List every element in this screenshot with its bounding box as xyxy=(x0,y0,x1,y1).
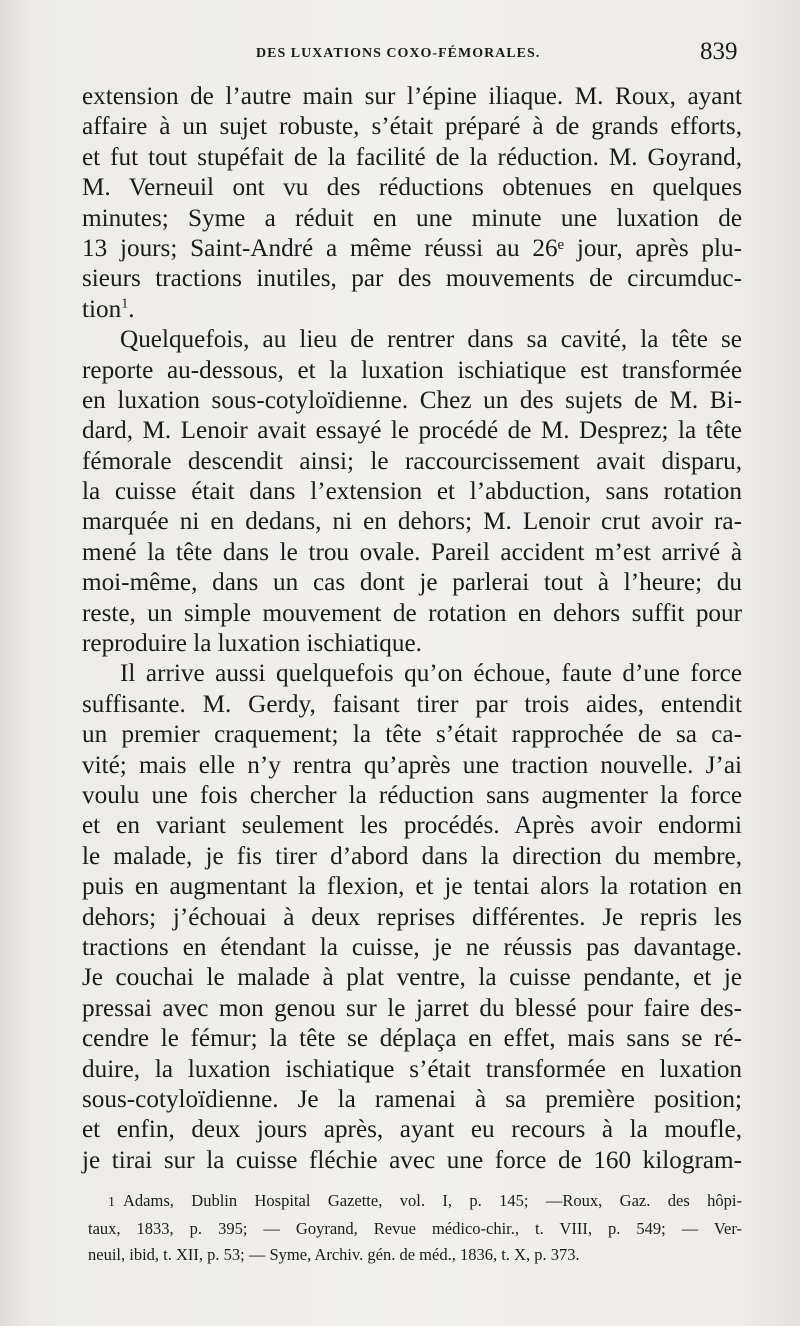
text-line xyxy=(82,295,742,325)
text-line: Quelquefois, au lieu de rentrer dans sa cavité, la tête se xyxy=(120,326,742,354)
footnote-line: neuil, ibid, t. XII, p. 53; — Syme, Archiv. gén. de méd., 1836, t. X, p. 373. xyxy=(88,1245,580,1264)
text-line: cendre le fémur; la tête se déplaça en effet, mais sans se ré- xyxy=(82,1025,742,1053)
text-line: Il arrive aussi quelquefois qu’on échoue, faute d’une force xyxy=(120,660,742,688)
text-line: et en variant seulement les procédés. Après avoir endormi xyxy=(82,812,742,840)
text-line: le malade, je fis tirer d’abord dans la direction du membre, xyxy=(82,842,742,870)
page-number: 839 xyxy=(700,38,738,65)
text-line: vité; mais elle n’y rentra qu’après une traction nouvelle. J’ai xyxy=(82,751,742,779)
text-fragment: . xyxy=(128,295,135,323)
text-line: affaire à un sujet robuste, s’était préparé à de grands efforts, xyxy=(82,113,742,141)
footnote-line: taux, 1833, p. 395; — Goyrand, Revue médico-chir., t. VIII, p. 549; — Ver- xyxy=(88,1219,742,1238)
text-line: marquée ni en dedans, ni en dehors; M. Lenoir crut avoir ra- xyxy=(82,508,742,536)
text-line: et fut tout stupéfait de la facilité de la réduction. M. Goyrand, xyxy=(82,143,742,171)
text-line: Je couchai le malade à plat ventre, la cuisse pendante, et je xyxy=(82,964,742,992)
text-line: duire, la luxation ischiatique s’était transformée en luxation xyxy=(82,1055,742,1083)
text-line: reste, un simple mouvement de rotation en dehors suffit pour xyxy=(82,599,742,627)
text-line: en luxation sous-cotyloïdienne. Chez un des sujets de M. Bi- xyxy=(82,386,742,414)
text-line: tractions en étendant la cuisse, je ne réussis pas davantage. xyxy=(82,933,742,961)
running-head: DES LUXATIONS COXO-FÉMORALES. xyxy=(256,46,541,61)
text-line: la cuisse était dans l’extension et l’abduction, sans rotation xyxy=(82,478,742,506)
text-line: dard, M. Lenoir avait essayé le procédé de M. Desprez; la tête xyxy=(82,417,742,445)
text-line: suffisante. M. Gerdy, faisant tirer par trois aides, entendit xyxy=(82,690,742,718)
page-header xyxy=(0,34,800,74)
text-line: fémorale descendit ainsi; le raccourcissement avait disparu, xyxy=(82,447,742,475)
text-line: moi-même, dans un cas dont je parlerai tout à l’heure; du xyxy=(82,569,742,597)
text-line: extension de l’autre main sur l’épine iliaque. M. Roux, ayant xyxy=(82,83,742,110)
text-line: pressai avec mon genou sur le jarret du blessé pour faire des- xyxy=(82,994,742,1022)
text-line: 13 jours; Saint-André a même réussi au 26ᵉ jour, après plu- xyxy=(82,234,742,262)
text-line: sous-cotyloïdienne. Je la ramenai à sa première position; xyxy=(82,1085,742,1113)
text-line: M. Verneuil ont vu des réductions obtenues en quelques xyxy=(82,174,742,202)
text-line: mené la tête dans le trou ovale. Pareil accident m’est arrivé à xyxy=(82,538,742,566)
footnote-reference[interactable]: 1 xyxy=(121,296,129,312)
text-line: puis en augmentant la flexion, et je tentai alors la rotation en xyxy=(82,873,742,901)
text-line: et enfin, deux jours après, ayant eu recours à la moufle, xyxy=(82,1116,742,1144)
text-line: reproduire la luxation ischiatique. xyxy=(82,630,422,658)
text-line: sieurs tractions inutiles, par des mouvements de circumduc- xyxy=(82,265,742,293)
footnote-line xyxy=(88,1188,742,1216)
text-line: reporte au-dessous, et la luxation ischiatique est transformée xyxy=(82,356,742,384)
text-fragment: tion xyxy=(82,295,122,323)
footnote-text: Adams, Dublin Hospital Gazette, vol. I, p. 145; —Roux, Gaz. des hôpi- xyxy=(123,1191,742,1210)
footnote-marker: 1 xyxy=(108,1195,115,1210)
text-line: voulu une fois chercher la réduction sans augmenter la force xyxy=(82,781,742,809)
main-text xyxy=(82,82,742,1176)
footnotes xyxy=(88,1188,742,1268)
text-line: minutes; Syme a réduit en une minute une luxation de xyxy=(82,204,742,232)
text-line: dehors; j’échouai à deux reprises différentes. Je repris les xyxy=(82,903,742,931)
text-line: je tirai sur la cuisse fléchie avec une force de 160 kilogram- xyxy=(82,1146,742,1174)
text-line: un premier craquement; la tête s’était rapprochée de sa ca- xyxy=(82,721,742,749)
